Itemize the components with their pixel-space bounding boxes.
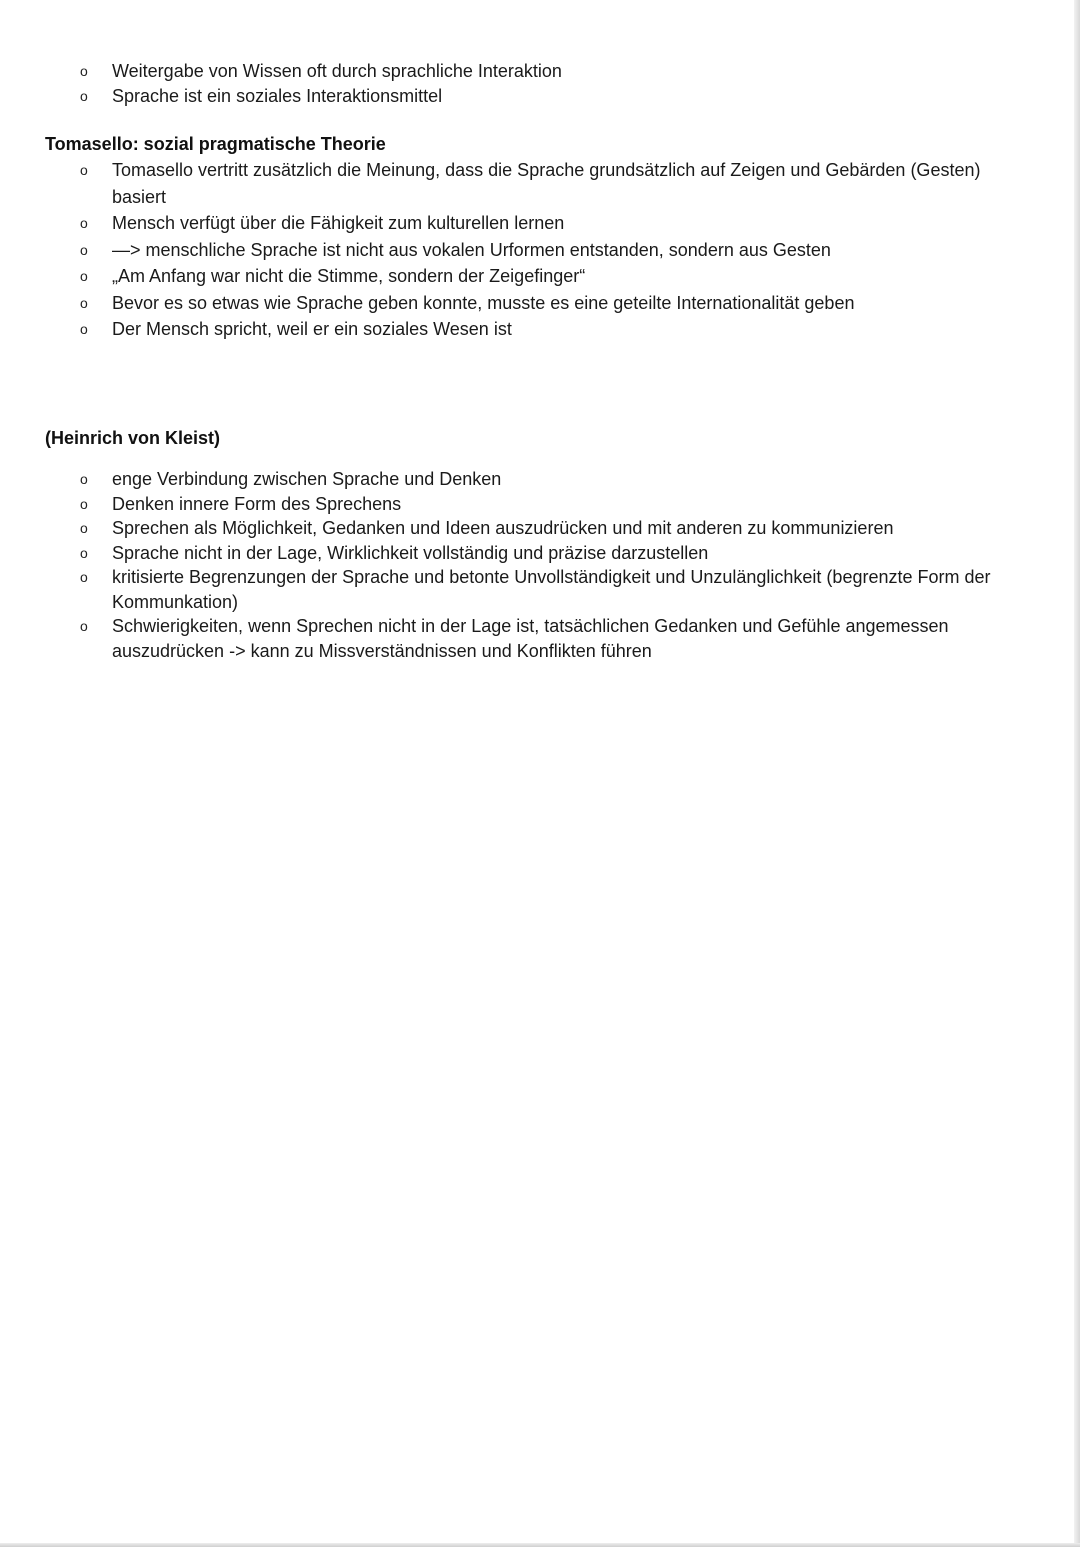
kleist-bullet-list bbox=[0, 467, 1074, 663]
list-item-text: Weitergabe von Wissen oft durch sprachliche Interaktion bbox=[112, 61, 562, 81]
bullet-icon: o bbox=[80, 294, 88, 311]
bullet-icon: o bbox=[80, 495, 88, 512]
intro-section bbox=[0, 59, 1074, 108]
list-item bbox=[0, 492, 1074, 517]
list-item bbox=[0, 84, 1074, 109]
list-item bbox=[0, 237, 1074, 264]
list-item bbox=[0, 210, 1074, 237]
list-item bbox=[0, 467, 1074, 492]
bullet-icon: o bbox=[80, 215, 88, 231]
list-item-text: —> menschliche Sprache ist nicht aus vokalen Urformen entstanden, sondern aus Gesten bbox=[112, 239, 831, 260]
tomasello-section bbox=[0, 132, 1074, 343]
bullet-icon: o bbox=[80, 618, 88, 634]
bullet-icon: o bbox=[80, 63, 88, 79]
list-item-text: Mensch verfügt über die Fähigkeit zum kulturellen lernen bbox=[112, 213, 565, 233]
list-item-text: Der Mensch spricht, weil er ein soziales Wesen ist bbox=[112, 319, 512, 339]
list-item bbox=[0, 516, 1074, 541]
kleist-section bbox=[0, 426, 1074, 663]
bullet-icon: o bbox=[80, 471, 88, 487]
tomasello-bullet-list bbox=[0, 157, 1074, 343]
bullet-icon: o bbox=[80, 268, 88, 284]
list-item-text: Sprache nicht in der Lage, Wirklichkeit vollständig und präzise darzustellen bbox=[112, 542, 709, 563]
section-heading: (Heinrich von Kleist) bbox=[45, 428, 221, 448]
bullet-icon: o bbox=[80, 569, 88, 585]
bullet-icon: o bbox=[80, 321, 88, 337]
bullet-icon: o bbox=[80, 241, 88, 258]
bullet-icon: o bbox=[80, 520, 88, 536]
list-item bbox=[0, 290, 1074, 317]
list-item-text: Sprache ist ein soziales Interaktionsmittel bbox=[112, 85, 443, 106]
list-item bbox=[0, 263, 1074, 290]
list-item-text: Tomasello vertritt zusätzlich die Meinung, dass die Sprache grundsätzlich auf Zeigen und Gebärden (Gesten) basiert bbox=[112, 160, 981, 207]
list-item bbox=[0, 565, 1074, 614]
list-item bbox=[0, 541, 1074, 566]
page-edge-shadow-right bbox=[1074, 0, 1080, 1547]
list-item bbox=[0, 157, 1074, 210]
bullet-icon: o bbox=[80, 162, 88, 178]
page-edge-shadow-bottom bbox=[0, 1543, 1080, 1547]
list-item bbox=[0, 614, 1074, 663]
list-item bbox=[0, 316, 1074, 343]
list-item-text: Bevor es so etwas wie Sprache geben konnte, musste es eine geteilte Internationalität geben bbox=[112, 292, 855, 313]
list-item-text: Sprechen als Möglichkeit, Gedanken und Ideen auszudrücken und mit anderen zu kommunizieren bbox=[112, 518, 894, 538]
bullet-icon: o bbox=[80, 544, 88, 561]
list-item-text: kritisierte Begrenzungen der Sprache und betonte Unvollständigkeit und Unzulänglichkeit (begrenzte Form der Kommunkation) bbox=[112, 567, 991, 612]
list-item bbox=[0, 59, 1074, 84]
list-item-text: Schwierigkeiten, wenn Sprechen nicht in der Lage ist, tatsächlichen Gedanken und Gefühle angemessen auszudrücken -> kann zu Missverständnissen und Konflikten führen bbox=[112, 616, 949, 661]
list-item-text: „Am Anfang war nicht die Stimme, sondern der Zeigefinger“ bbox=[112, 266, 586, 286]
bullet-icon: o bbox=[80, 87, 88, 104]
list-item-text: enge Verbindung zwischen Sprache und Denken bbox=[112, 469, 502, 489]
list-item-text: Denken innere Form des Sprechens bbox=[112, 493, 402, 514]
section-heading: Tomasello: sozial pragmatische Theorie bbox=[45, 134, 386, 154]
intro-bullet-list bbox=[0, 59, 1074, 108]
